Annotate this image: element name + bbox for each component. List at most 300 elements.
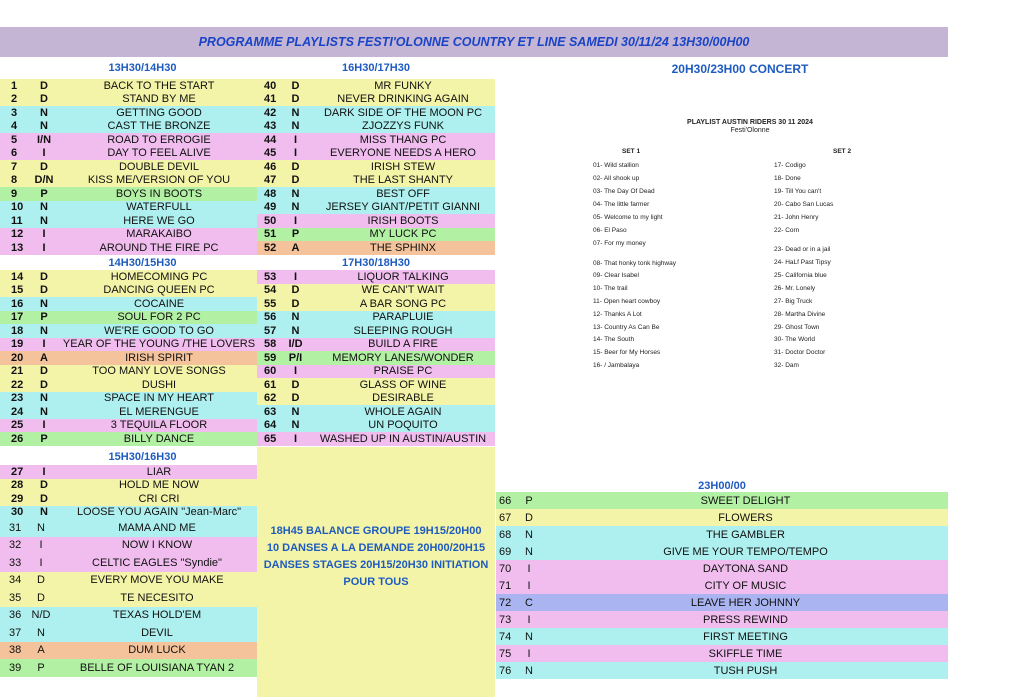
dance-row [0, 270, 257, 284]
dance-title: GIVE ME YOUR TEMPO/TEMPO [663, 545, 828, 558]
dance-title: FIRST MEETING [703, 630, 788, 643]
dance-title: WHOLE AGAIN [364, 405, 442, 418]
dance-level: I [293, 133, 298, 146]
dance-title: MEMORY LANES/WONDER [332, 351, 474, 364]
dance-number: 8 [11, 174, 18, 187]
dance-row [0, 624, 257, 642]
dance-level: P [37, 661, 45, 674]
dance-title: JERSEY GIANT/PETIT GIANNI [325, 201, 481, 214]
dance-level: D [40, 492, 48, 505]
dance-level: N/D [31, 609, 51, 622]
dance-level: N [40, 214, 48, 227]
dance-number: 58 [264, 338, 277, 351]
dance-level: N [525, 545, 533, 558]
setlist-item: 18- Done [774, 175, 801, 182]
dance-title: BUILD A FIRE [368, 338, 438, 351]
dance-row [0, 338, 257, 352]
dance-row [0, 607, 257, 625]
dance-number: 43 [264, 120, 277, 133]
dance-level: D [40, 284, 48, 297]
dance-level: I [293, 270, 298, 283]
setlist-item: 27- Big Truck [774, 298, 813, 305]
dance-level: D [291, 392, 300, 405]
dance-title: CELTIC EAGLES "Syndie" [92, 556, 222, 569]
dance-level: I [42, 419, 46, 432]
dance-level: P [291, 228, 300, 241]
setlist-item: 24- HaLf Past Tipsy [774, 259, 831, 266]
setlist-item: 02- All shook up [593, 175, 640, 182]
dance-level: I [527, 579, 531, 592]
dance-title: PARAPLUIE [372, 311, 434, 324]
dance-row [496, 662, 948, 679]
dance-title: FLOWERS [718, 511, 773, 524]
dance-row [257, 311, 495, 325]
dance-row [0, 106, 257, 120]
dance-number: 28 [11, 479, 24, 492]
setlist-item: 11- Open heart cowboy [593, 298, 661, 305]
dance-row [0, 378, 257, 392]
dance-row [257, 284, 495, 298]
section-header-23h00: 23H00/00 [496, 479, 948, 493]
dance-level: P/I [288, 351, 303, 364]
dance-level: N [525, 664, 533, 677]
setlist-item: 15- Beer for My Horses [593, 349, 661, 356]
dance-title: GLASS OF WINE [359, 378, 447, 391]
dance-level: N [40, 324, 48, 337]
dance-row [0, 479, 257, 493]
setlist-item: 09- Clear Isabel [593, 272, 639, 279]
dance-number: 30 [11, 506, 24, 519]
dance-level: D [525, 511, 533, 524]
dance-title: THE LAST SHANTY [352, 174, 454, 187]
dance-level: N [291, 201, 300, 214]
dance-row [496, 492, 948, 509]
setlist-item: 03- The Day Of Dead [593, 188, 655, 195]
dance-title: LIQUOR TALKING [357, 270, 449, 283]
setlist-item: 30- The World [774, 336, 815, 343]
setlist-item: 22- Corn [774, 227, 800, 234]
dance-number: 2 [11, 93, 18, 106]
dance-row [257, 106, 495, 120]
dance-title: IRISH SPIRIT [125, 351, 193, 364]
dance-number: 1 [11, 79, 18, 92]
dance-level: D [291, 160, 300, 173]
dance-title: PRAISE PC [373, 365, 433, 378]
dance-row [0, 187, 257, 201]
playlist-subtitle: Festi'Olonne [730, 127, 770, 134]
dance-level: I/D [288, 338, 303, 351]
dance-title: WATERFULL [126, 201, 192, 214]
dance-level: P [40, 311, 48, 324]
dance-row [257, 432, 495, 446]
setlist-item: 19- Till You can't [774, 188, 822, 195]
dance-row [0, 241, 257, 255]
setlist-item: 07- For my money [593, 240, 646, 247]
dance-title: BEST OFF [376, 187, 430, 200]
dance-number: 5 [11, 133, 18, 146]
dance-title: COCAINE [133, 297, 185, 310]
dance-row [496, 628, 948, 645]
dance-number: 52 [264, 241, 277, 254]
dance-row [0, 284, 257, 298]
dance-row [0, 160, 257, 174]
dance-title: THE GAMBLER [706, 528, 785, 541]
section-header-16h30: 16H30/17H30 [257, 61, 495, 75]
dance-level: N [291, 324, 300, 337]
setlist-item: 23- Dead or in a jail [774, 246, 831, 253]
dance-title: EL MERENGUE [119, 405, 199, 418]
dance-number: 55 [264, 297, 277, 310]
dance-level: D [291, 93, 300, 106]
dance-number: 64 [264, 419, 277, 432]
dance-row [0, 93, 257, 107]
dance-level: N [525, 528, 533, 541]
dance-number: 7 [11, 160, 18, 173]
dance-level: N [40, 506, 48, 519]
dance-title: BOYS IN BOOTS [115, 187, 203, 200]
dance-row [496, 611, 948, 628]
dance-number: 75 [499, 647, 512, 660]
dance-title: DAY TO FEEL ALIVE [107, 147, 211, 160]
dance-number: 71 [499, 579, 512, 592]
dance-row [257, 79, 495, 93]
dance-number: 57 [264, 324, 277, 337]
dance-number: 27 [11, 465, 24, 478]
dance-number: 49 [264, 201, 277, 214]
dance-row [257, 214, 495, 228]
dance-level: D [291, 378, 300, 391]
dance-number: 61 [264, 378, 277, 391]
dance-level: I [293, 214, 298, 227]
dance-number: 33 [9, 556, 22, 569]
dance-row [257, 120, 495, 134]
dance-title: YEAR OF THE YOUNG /THE LOVERS [62, 338, 256, 351]
dance-level: I [39, 556, 43, 569]
dance-row [0, 201, 257, 215]
dance-number: 59 [264, 351, 277, 364]
setlist-item: 16- / Jambalaya [593, 362, 640, 369]
dance-title: A BAR SONG PC [359, 297, 447, 310]
dance-level: I [293, 147, 298, 160]
dance-number: 47 [264, 174, 277, 187]
dance-title: DAYTONA SAND [702, 562, 789, 575]
dance-row [0, 174, 257, 188]
dance-title: TUSH PUSH [713, 664, 778, 677]
dance-row [0, 133, 257, 147]
dance-level: D [40, 270, 48, 283]
dance-title: HOLD ME NOW [118, 479, 200, 492]
dance-row [257, 324, 495, 338]
dance-title: NOW I KNOW [121, 539, 193, 552]
dance-title: BILLY DANCE [123, 432, 195, 445]
dance-number: 62 [264, 392, 277, 405]
dance-row [257, 241, 495, 255]
dance-title: SWEET DELIGHT [700, 494, 791, 507]
dance-number: 54 [264, 284, 277, 297]
dance-number: 29 [11, 492, 24, 505]
dance-title: DOUBLE DEVIL [118, 160, 200, 173]
dance-number: 38 [9, 644, 22, 657]
dance-level: I [42, 228, 46, 241]
dance-row [257, 297, 495, 311]
setlist-item: 21- John Henry [774, 214, 819, 221]
dance-row [257, 228, 495, 242]
setlist-item: 25- California blue [774, 272, 827, 279]
set2-label: SET 2 [833, 148, 852, 155]
dance-number: 51 [264, 228, 277, 241]
dance-level: N [40, 405, 48, 418]
dance-row [496, 509, 948, 526]
dance-title: MISS THANG PC [359, 133, 447, 146]
dance-level: I/N [36, 133, 52, 146]
dance-number: 13 [11, 241, 24, 254]
dance-number: 46 [264, 160, 277, 173]
info-line: DANSES STAGES 20H15/20H30 INITIATION [263, 559, 489, 571]
dance-level: A [37, 644, 45, 657]
dance-number: 56 [264, 311, 277, 324]
dance-row [257, 160, 495, 174]
dance-level: N [40, 297, 48, 310]
dance-level: N [291, 419, 300, 432]
dance-level: I [527, 562, 531, 575]
dance-row [0, 642, 257, 660]
section-header-concert: 20H30/23H00 CONCERT [671, 62, 809, 76]
dance-row [496, 543, 948, 560]
dance-row [0, 465, 257, 479]
dance-title: MAMA AND ME [118, 521, 196, 534]
dance-number: 34 [9, 574, 22, 587]
dance-title: WE CAN'T WAIT [361, 284, 445, 297]
dance-title: DESIRABLE [372, 392, 434, 405]
dance-level: A [291, 241, 300, 254]
setlist-item: 06- El Paso [593, 227, 627, 234]
dance-row [496, 526, 948, 543]
dance-level: D [40, 378, 48, 391]
dance-row [496, 594, 948, 611]
setlist-item: 10- The trail [593, 285, 628, 292]
dance-title: DEVIL [141, 626, 173, 639]
dance-number: 14 [11, 270, 24, 283]
dance-title: HERE WE GO [123, 214, 195, 227]
dance-number: 53 [264, 270, 277, 283]
dance-title: LEAVE HER JOHNNY [690, 596, 801, 609]
dance-title: WE'RE GOOD TO GO [104, 324, 214, 337]
dance-row [496, 645, 948, 662]
setlist-item: 05- Welcome to my light [593, 214, 663, 221]
setlist-item: 29- Ghost Town [774, 324, 820, 331]
dance-number: 63 [264, 405, 277, 418]
setlist-item: 13- Country As Can Be [593, 324, 660, 331]
dance-title: SKIFFLE TIME [708, 647, 783, 660]
dance-number: 26 [11, 432, 24, 445]
dance-row [0, 365, 257, 379]
dance-number: 25 [11, 419, 24, 432]
dance-level: N [40, 106, 48, 119]
dance-number: 68 [499, 528, 512, 541]
dance-number: 19 [11, 338, 24, 351]
dance-number: 50 [264, 214, 277, 227]
dance-level: P [525, 494, 533, 507]
dance-row [257, 147, 495, 161]
set1-label: SET 1 [622, 148, 641, 155]
dance-title: IRISH BOOTS [367, 214, 439, 227]
dance-title: SOUL FOR 2 PC [117, 311, 201, 324]
dance-row [0, 392, 257, 406]
dance-level: I [42, 465, 46, 478]
dance-number: 16 [11, 297, 24, 310]
dance-title: BELLE OF LOUISIANA TYAN 2 [79, 661, 235, 674]
dance-level: N [525, 630, 533, 643]
dance-row [0, 311, 257, 325]
dance-row [0, 659, 257, 677]
dance-level: I [293, 432, 298, 445]
dance-number: 4 [11, 120, 18, 133]
dance-number: 73 [499, 613, 512, 626]
dance-row [257, 365, 495, 379]
dance-level: C [525, 596, 533, 609]
setlist-item: 04- The little farmer [593, 201, 650, 208]
dance-row [496, 577, 948, 594]
dance-title: GETTING GOOD [116, 106, 202, 119]
dance-title: LIAR [146, 465, 172, 478]
dance-title: SLEEPING ROUGH [353, 324, 453, 337]
dance-row [257, 93, 495, 107]
dance-row [257, 187, 495, 201]
dance-number: 41 [264, 93, 277, 106]
playlist-title: PLAYLIST AUSTIN RIDERS 30 11 2024 [687, 119, 813, 126]
dance-level: D/N [34, 174, 54, 187]
dance-row [0, 351, 257, 365]
dance-title: MR FUNKY [374, 79, 432, 92]
dance-number: 20 [11, 351, 24, 364]
dance-row [0, 572, 257, 590]
dance-title: EVERY MOVE YOU MAKE [90, 574, 224, 587]
dance-number: 37 [9, 626, 22, 639]
dance-title: ROAD TO ERROGIE [107, 133, 211, 146]
dance-level: P [40, 432, 48, 445]
dance-level: D [40, 160, 48, 173]
dance-level: P [40, 187, 48, 200]
dance-title: CITY OF MUSIC [704, 579, 787, 592]
dance-level: N [291, 106, 300, 119]
info-box [257, 447, 495, 697]
dance-level: N [291, 120, 300, 133]
dance-title: TE NECESITO [120, 591, 194, 604]
dance-title: TEXAS HOLD'EM [112, 609, 202, 622]
page-title: PROGRAMME PLAYLISTS FESTI'OLONNE COUNTRY ET LINE SAMEDI 30/11/24 13H30/00H00 [0, 27, 948, 57]
dance-number: 35 [9, 591, 22, 604]
dance-number: 44 [264, 133, 277, 146]
dance-number: 72 [499, 596, 512, 609]
dance-title: WASHED UP IN AUSTIN/AUSTIN [319, 432, 487, 445]
dance-title: TOO MANY LOVE SONGS [92, 365, 226, 378]
dance-number: 3 [11, 106, 18, 119]
dance-row [0, 492, 257, 506]
dance-title: DUM LUCK [128, 644, 186, 657]
setlist-item: 28- Martha Divine [774, 311, 826, 318]
dance-level: N [37, 626, 45, 639]
dance-level: N [37, 521, 45, 534]
dance-row [257, 174, 495, 188]
dance-row [257, 338, 495, 352]
dance-title: MARAKAIBO [126, 228, 192, 241]
dance-level: I [42, 338, 46, 351]
dance-level: I [42, 241, 46, 254]
dance-level: D [291, 297, 300, 310]
dance-title: DANCING QUEEN PC [103, 284, 215, 297]
dance-row [0, 506, 257, 520]
dance-number: 45 [264, 147, 277, 160]
setlist-item: 17- Codigo [774, 162, 806, 169]
dance-title: NEVER DRINKING AGAIN [337, 93, 469, 106]
dance-title: MY LUCK PC [369, 228, 437, 241]
dance-level: A [40, 351, 48, 364]
info-line: 10 DANSES A LA DEMANDE 20H00/20H15 [266, 542, 486, 554]
dance-row [0, 214, 257, 228]
dance-number: 6 [11, 147, 18, 160]
dance-number: 76 [499, 664, 512, 677]
dance-title: IRISH STEW [370, 160, 436, 173]
dance-number: 15 [11, 284, 24, 297]
setlist-item: 20- Cabo San Lucas [774, 201, 834, 208]
dance-number: 9 [11, 187, 18, 200]
dance-title: AROUND THE FIRE PC [99, 241, 219, 254]
dance-level: D [291, 79, 300, 92]
dance-title: HOMECOMING PC [110, 270, 208, 283]
dance-number: 70 [499, 562, 512, 575]
dance-row [257, 133, 495, 147]
dance-row [0, 324, 257, 338]
dance-number: 65 [264, 432, 277, 445]
dance-title: LOOSE YOU AGAIN "Jean-Marc" [76, 506, 242, 519]
dance-level: D [40, 93, 48, 106]
dance-row [0, 554, 257, 572]
dance-number: 74 [499, 630, 512, 643]
dance-title: EVERYONE NEEDS A HERO [330, 147, 476, 160]
dance-level: D [291, 284, 300, 297]
setlist-item: 12- Thanks A Lot [593, 311, 642, 318]
dance-number: 10 [11, 201, 24, 214]
dance-number: 24 [11, 405, 24, 418]
dance-level: N [40, 201, 48, 214]
dance-title: UN POQUITO [368, 419, 438, 432]
setlist-item: 26- Mr. Lonely [774, 285, 816, 292]
dance-row [0, 432, 257, 446]
dance-level: D [37, 591, 45, 604]
dance-row [257, 405, 495, 419]
dance-number: 23 [11, 392, 24, 405]
setlist-item: 01- Wild stallion [593, 162, 639, 169]
dance-row [0, 228, 257, 242]
dance-number: 40 [264, 79, 277, 92]
dance-title: STAND BY ME [122, 93, 196, 106]
dance-row [0, 120, 257, 134]
dance-row [257, 419, 495, 433]
dance-title: CRI CRI [138, 492, 180, 505]
dance-row [257, 270, 495, 284]
info-line: POUR TOUS [343, 576, 409, 588]
dance-number: 67 [499, 511, 512, 524]
section-header-17h30: 17H30/18H30 [257, 256, 495, 270]
section-header-13h30: 13H30/14H30 [28, 61, 257, 75]
dance-row [0, 419, 257, 433]
dance-row [0, 79, 257, 93]
dance-title: BACK TO THE START [103, 79, 215, 92]
dance-title: ZJOZZYS FUNK [362, 120, 444, 133]
dance-title: PRESS REWIND [703, 613, 788, 626]
dance-level: N [291, 187, 300, 200]
section-header-14h30: 14H30/15H30 [28, 256, 257, 270]
